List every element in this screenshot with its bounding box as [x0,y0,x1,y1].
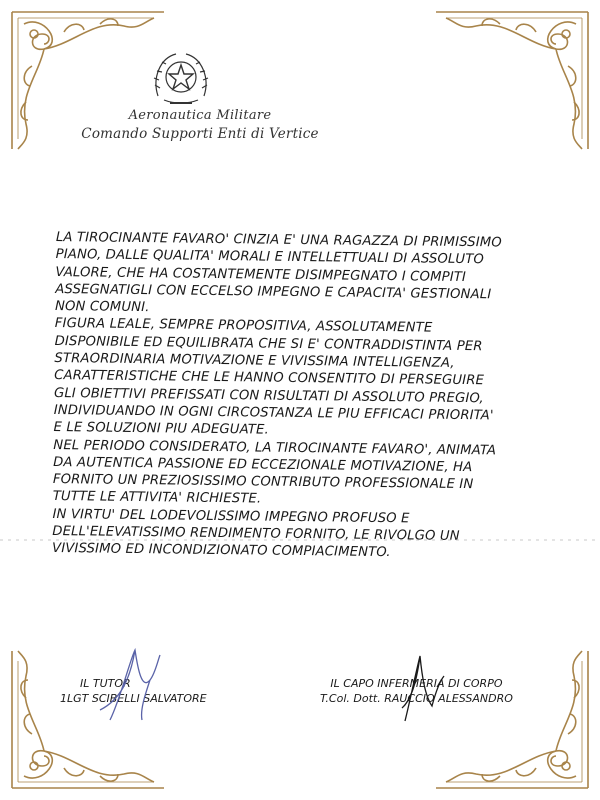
signature-block-head-nurse [320,676,513,706]
signer-name: T.Col. Dott. RAUCCIO ALESSANDRO [320,692,513,705]
org-department: Comando Supporti Enti di Vertice [81,126,319,142]
org-name: Aeronautica Militare [128,108,272,123]
ornament-corner-bottom-right [426,646,596,796]
ornament-flourish-icon [426,646,596,796]
letterhead [60,108,340,142]
signer-role: IL TUTOR [80,677,131,690]
ornament-flourish-icon [426,4,596,154]
ornament-corner-bottom-left [4,646,174,796]
letter-paragraph: IN VIRTU' DEL LODEVOLISSIMO IMPEGNO PROFUSO E DELL'ELEVATISSIMO RENDIMENTO FORNITO, LE RIVOLGO UN VIVISSIMO ED INCONDIZIONATO COMPIACIMENTO. [52,506,460,561]
italian-republic-emblem-icon [150,48,212,108]
letter-body [52,229,576,564]
signer-role: IL CAPO INFERMERIA DI CORPO [330,677,503,690]
letter-paragraph: LA TIROCINANTE FAVARO' CINZIA E' UNA RAGAZZA DI PRIMISSIMO PIANO, DALLE QUALITA' MORALI E INTELLETTUALI DI ASSOLUTO VALORE, CHE HA COSTANTEMENTE DISIMPEGNATO I COMPITI ASSEGNATIGLI CON ECCELSO IMPEGNO E CAPACITA' GESTIONALI NON COMUNI. [54,229,502,316]
ornament-corner-top-right [426,4,596,154]
ornament-flourish-icon [4,646,174,796]
letter-paragraph: NEL PERIODO CONSIDERATO, LA TIROCINANTE FAVARO', ANIMATA DA AUTENTICA PASSIONE ED ECCEZIONALE MOTIVAZIONE, HA FORNITO UN PREZIOSISSIMO CONTRIBUTO PROFESSIONALE IN TUTTE LE ATTIVITA' RICHIESTE. [52,437,497,507]
letter-paragraph: FIGURA LEALE, SEMPRE PROPOSITIVA, ASSOLUTAMENTE DISPONIBILE ED EQUILIBRATA CHE SI E' CONTRADDISTINTA PER STRAORDINARIA MOTIVAZIONE E VIVISSIMA INTELLIGENZA, CARATTERISTICHE CHE LE HANNO CONSENTITO DI PERSEGUIRE GLI OBIETTIVI PREFISSATI CON RISULTATI DI ASSOLUTO PREGIO, INDIVIDUANDO IN OGNI CIRCOSTANZA LE PIU EFFICACI PRIORITA' E LE SOLUZIONI PIU ADEGUATE. [53,316,494,438]
scan-artifact-line [0,534,600,544]
signature-block-tutor [60,676,207,706]
signer-name: 1LGT SCIBELLI SALVATORE [60,692,207,705]
